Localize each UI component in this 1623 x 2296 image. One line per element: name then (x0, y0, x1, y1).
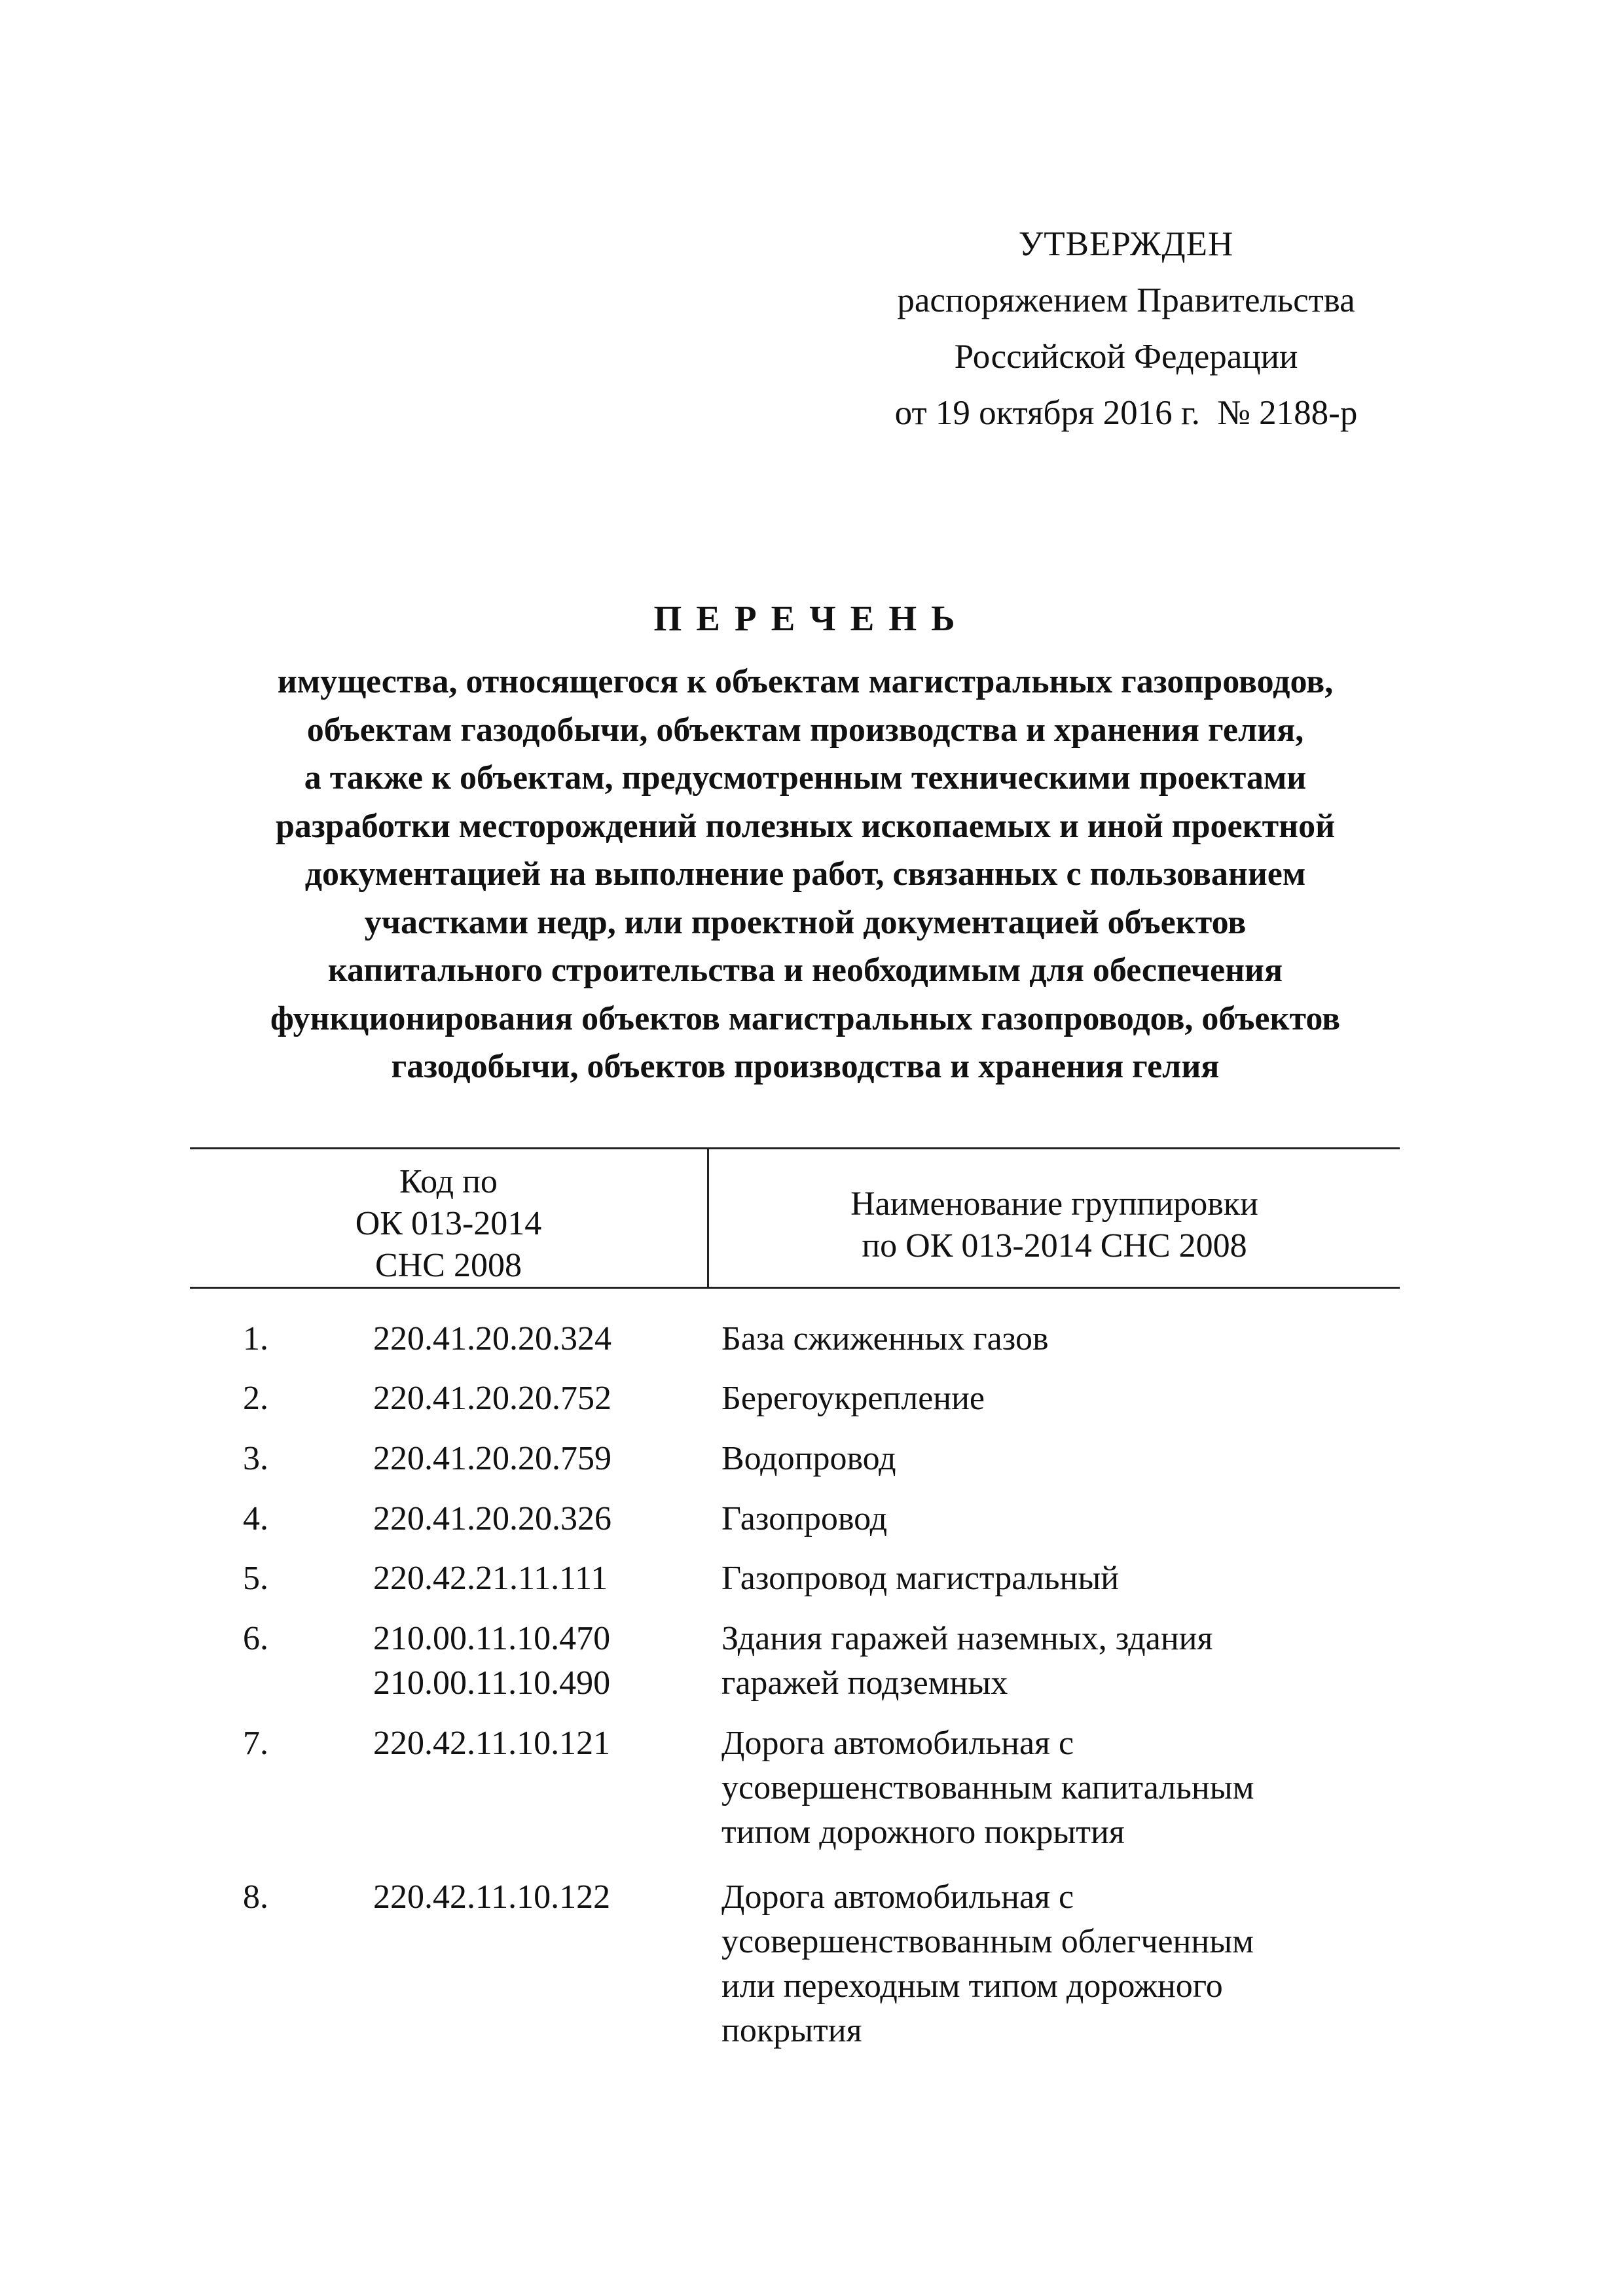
row-name (721, 1617, 1409, 1706)
subtitle-line: капитального строительства и необходимым для обеспечения (327, 952, 1283, 989)
row-code (373, 1617, 681, 1706)
row-name (721, 1376, 1409, 1421)
approval-line-decree: распоряжением Правительства (897, 281, 1355, 319)
row-code-value: 220.41.20.20.759 (373, 1440, 611, 1477)
row-code-value: 220.41.20.20.324 (373, 1320, 611, 1357)
subtitle-line: участками недр, или проектной документацией объектов (364, 903, 1247, 941)
subtitle-line: разработки месторождений полезных ископаемых и иной проектной (275, 807, 1336, 845)
row-number: 8. (243, 1878, 268, 1916)
row-code (373, 1317, 681, 1361)
row-name (721, 1437, 1409, 1481)
row-name (721, 1721, 1409, 1855)
row-code (373, 1556, 681, 1601)
row-number: 6. (243, 1620, 268, 1657)
header-name-column (709, 1183, 1400, 1267)
row-name (721, 1317, 1409, 1361)
row-code (373, 1437, 681, 1481)
row-number: 5. (243, 1560, 268, 1597)
subtitle-line: объектам газодобычи, объектам производства и хранения гелия, (306, 711, 1304, 749)
row-name (721, 1556, 1409, 1601)
row-name-line: Дорога автомобильная с (721, 1725, 1074, 1762)
row-number: 4. (243, 1500, 268, 1537)
row-name-line: покрытия (721, 2012, 862, 2049)
row-code-value: 220.41.20.20.326 (373, 1500, 611, 1537)
subtitle-line: функционирования объектов магистральных газопроводов, объектов (270, 999, 1341, 1037)
row-name-line: Газопровод магистральный (721, 1560, 1120, 1597)
row-name-line: Дорога автомобильная с (721, 1878, 1074, 1916)
header-name-line: Наименование группировки (850, 1185, 1258, 1223)
row-name (721, 1875, 1409, 2053)
row-code-value: 220.42.21.11.111 (373, 1560, 608, 1597)
row-number: 2. (243, 1380, 268, 1417)
row-name-line: или переходным типом дорожного (721, 1967, 1223, 2005)
header-code-column (190, 1161, 707, 1287)
subtitle-line: документацией на выполнение работ, связанных с пользованием (304, 855, 1306, 893)
row-name-line: гаражей подземных (721, 1664, 1008, 1702)
row-code-value: 220.41.20.20.752 (373, 1380, 611, 1417)
row-name-line: усовершенствованным облегченным (721, 1923, 1254, 1960)
subtitle-line: имущества, относящегося к объектам магистральных газопроводов, (277, 663, 1334, 700)
row-name-line: База сжиженных газов (721, 1320, 1049, 1357)
table-header (190, 1147, 1400, 1289)
row-name-line: типом дорожного покрытия (721, 1814, 1125, 1851)
row-name-line: Газопровод (721, 1500, 888, 1537)
row-name-line: Берегоукрепление (721, 1380, 985, 1417)
row-code (373, 1875, 681, 1920)
row-code (373, 1376, 681, 1421)
header-code-line: Код по (399, 1163, 498, 1200)
document-subtitle (164, 658, 1447, 1091)
subtitle-line: а также к объектам, предусмотренным техническими проектами (304, 759, 1307, 797)
row-code (373, 1721, 681, 1766)
approval-line-date (831, 385, 1421, 441)
approval-title: УТВЕРЖДЕН (1018, 225, 1234, 263)
approval-line-government: Российской Федерации (954, 338, 1298, 376)
approval-block (831, 216, 1421, 441)
row-code-value: 210.00.11.10.490 (373, 1664, 611, 1702)
subtitle-line: газодобычи, объектов производства и хранения гелия (391, 1048, 1220, 1085)
row-name-line: усовершенствованным капитальным (721, 1769, 1254, 1806)
row-name-line: Водопровод (721, 1440, 896, 1477)
row-code-value: 220.42.11.10.121 (373, 1725, 611, 1762)
row-name-line: Здания гаражей наземных, здания (721, 1620, 1213, 1657)
row-code (373, 1497, 681, 1541)
row-number: 3. (243, 1440, 268, 1477)
document-title: ПЕРЕЧЕНЬ (653, 598, 970, 638)
row-number: 7. (243, 1725, 268, 1762)
header-code-line: ОК 013-2014 (355, 1205, 542, 1242)
row-code-value: 220.42.11.10.122 (373, 1878, 611, 1916)
header-code-line: СНС 2008 (375, 1247, 522, 1284)
header-name-line: по ОК 013-2014 СНС 2008 (862, 1227, 1247, 1265)
row-code-value: 210.00.11.10.470 (373, 1620, 611, 1657)
decree-date-number: от 19 октября 2016 г. № 2188-р (894, 394, 1358, 432)
row-name (721, 1497, 1409, 1541)
row-number: 1. (243, 1320, 268, 1357)
